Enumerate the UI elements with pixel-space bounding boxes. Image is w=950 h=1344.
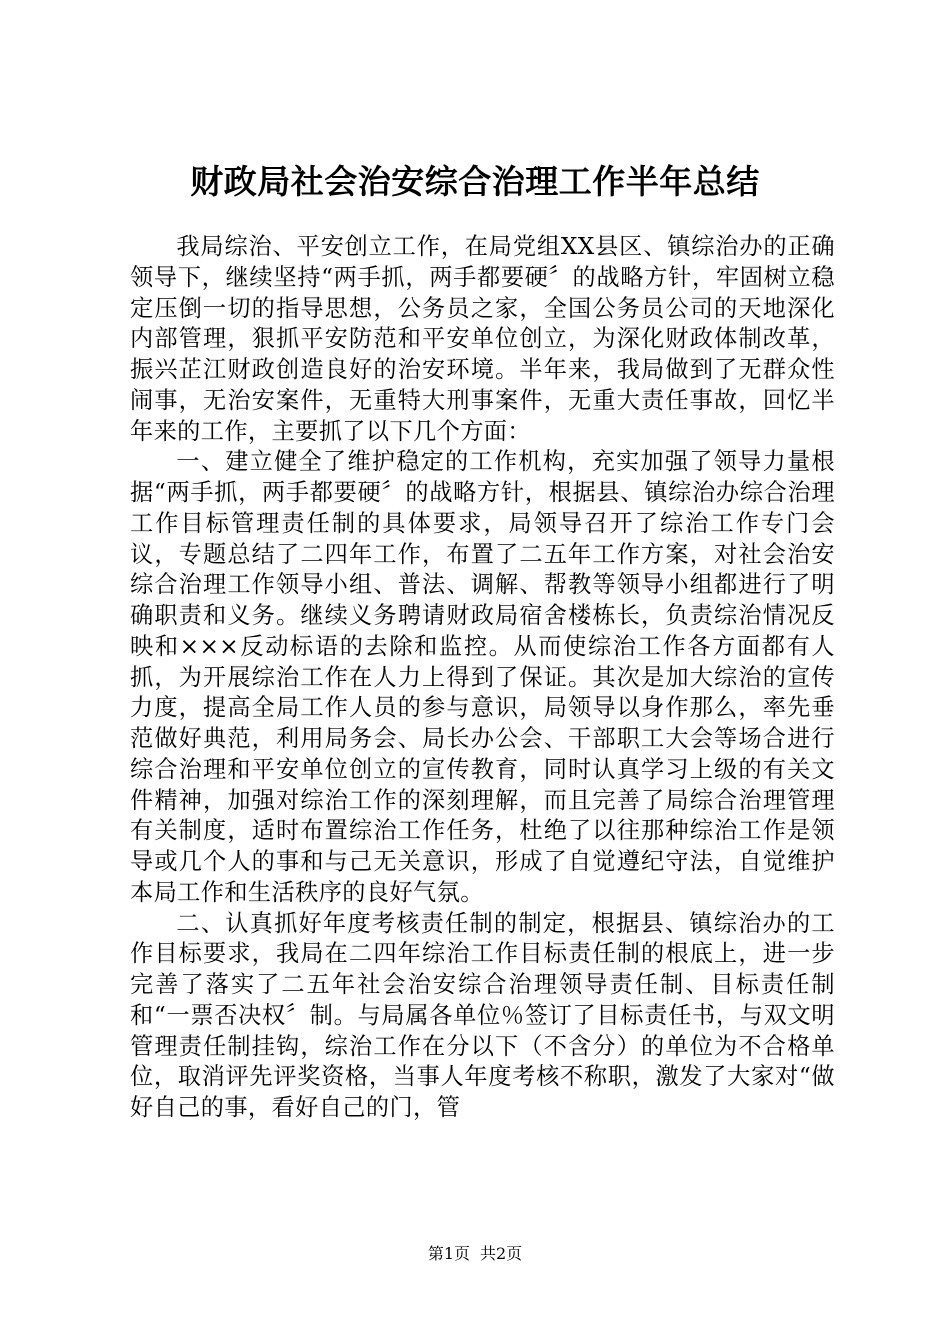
paragraph-section-one: 一、建立健全了维护稳定的工作机构，充实加强了领导力量根据“两手抓，两手都要硬〞的战略方针，根据县、镇综治办综合治理工作目标管理责任制的具体要求，局领导召开了综治工作专门会议，专题总结了二四年工作，布置了二五年工作方案，对社会治安综合治理工作领导小组、普法、调解、帮教等领导小组都进行了明确职责和义务。继续义务聘请财政局宿舍楼栋长，负责综治情况反映和×××反动标语的去除和监控。从而使综治工作各方面都有人抓，为开展综治工作在人力上得到了保证。其次是加大综治的宣传力度，提高全局工作人员的参与意识，局领导以身作那么，率先垂范做好典范，利用局务会、局长办公会、干部职工大会等场合进行综合治理和平安单位创立的宣传教育，同时认真学习上级的有关文件精神，加强对综治工作的深刻理解，而且完善了局综合治理管理有关制度，适时布置综治工作任务，杜绝了以往那种综治工作是领导或几个人的事和与己无关意识，形成了自觉遵纪守法，自觉维护本局工作和生活秩序的良好气氛。 xyxy=(130,448,835,906)
page-total: 共2页 xyxy=(480,1244,523,1263)
document-title: 财政局社会治安综合治理工作半年总结 xyxy=(190,162,760,201)
document-body xyxy=(130,232,835,1124)
paragraph-intro: 我局综治、平安创立工作，在局党组XX县区、镇综治办的正确领导下，继续坚持“两手抓，两手都要硬〞的战略方针，牢固树立稳定压倒一切的指导思想，公务员之家，全国公务员公司的天地深化内部管理，狠抓平安防范和平安单位创立，为深化财政体制改革，振兴芷江财政创造良好的治安环境。半年来，我局做到了无群众性闹事，无治安案件，无重特大刑事案件，无重大责任事故，回忆半年来的工作，主要抓了以下几个方面： xyxy=(130,233,835,445)
page-footer xyxy=(0,1244,950,1264)
paragraph-section-two: 二、认真抓好年度考核责任制的制定，根据县、镇综治办的工作目标要求，我局在二四年综治工作目标责任制的根底上，进一步完善了落实了二五年社会治安综合治理领导责任制、目标责任制和“一票否决权〞制。与局属各单位％签订了目标责任书，与双文明管理责任制挂钩，综治工作在分以下（不含分）的单位为不合格单位，取消评先评奖资格，当事人年度考核不称职，激发了大家对“做好自己的事，看好自己的门，管 xyxy=(130,909,835,1121)
page-number: 第1页 xyxy=(427,1244,470,1263)
